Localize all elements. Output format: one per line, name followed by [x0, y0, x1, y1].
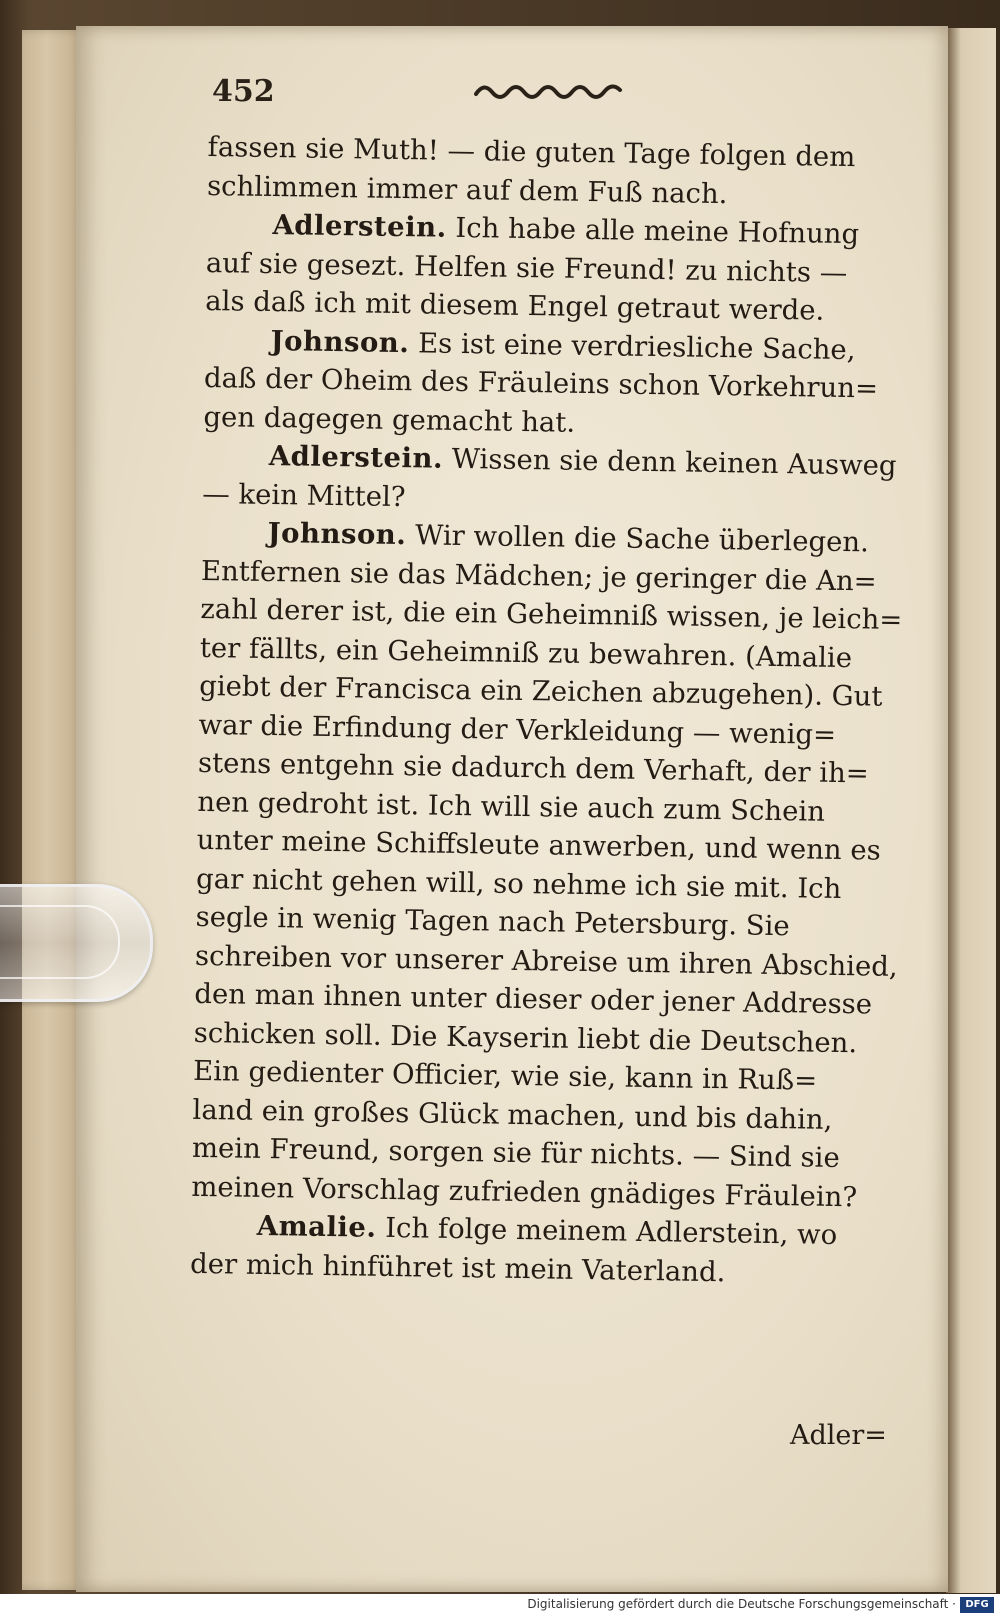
line-text: war die Erfindung der Verkleidung — wenig=	[198, 708, 837, 751]
line-text: ter fällts, ein Geheimniß zu bewahren. (Amalie	[199, 631, 853, 674]
line-text: Ich folge meinem Adlerstein, wo	[376, 1211, 838, 1252]
line-text: mein Freund, sorgen sie für nichts. — Sind sie	[191, 1131, 840, 1175]
speaker-name: Adlerstein.	[272, 209, 447, 244]
ornament-icon	[474, 76, 624, 106]
line-text: auf sie gesezt. Helfen sie Freund! zu nichts —	[205, 246, 848, 289]
line-text: gar nicht gehen will, so nehme ich sie mit. Ich	[195, 862, 842, 905]
footer-credit: Digitalisierung gefördert durch die Deutsche Forschungsgemeinschaft ·	[527, 1597, 956, 1611]
dfg-logo: DFG	[960, 1597, 994, 1613]
line-text: stens entgehn sie dadurch dem Verhaft, der ih=	[197, 746, 870, 790]
line-text: Es ist eine verdriesliche Sache,	[409, 326, 856, 366]
line-text: Ein gedienter Officier, wie sie, kann in Ruß=	[192, 1054, 818, 1097]
speaker-name: Adlerstein.	[268, 439, 444, 475]
line-text: als daß ich mit diesem Engel getraut werde.	[205, 284, 825, 327]
line-text: land ein großes Glück machen, und bis dahin,	[192, 1093, 833, 1136]
line-text: nen gedroht ist. Ich will sie auch zum Schein	[197, 785, 826, 828]
line-text: unter meine Schiffsleute anwerben, und wenn es	[196, 823, 882, 867]
page-clip-inner	[0, 905, 120, 979]
speaker-name: Johnson.	[270, 324, 410, 359]
book-cover-edge	[22, 30, 84, 1590]
facing-page-edge	[946, 28, 996, 1593]
line-text: gen dagegen gemacht hat.	[203, 400, 576, 439]
speaker-name: Amalie.	[256, 1209, 377, 1244]
catchword: Adler=	[790, 1420, 887, 1451]
line-text: giebt der Francisca ein Zeichen abzugehen). Gut	[198, 669, 883, 713]
line-text: schreiben vor unserer Abreise um ihren Abschied,	[194, 939, 898, 983]
line-text: der mich hinführet ist mein Vaterland.	[189, 1247, 726, 1288]
line-text: Entfernen sie das Mädchen; je geringer die An=	[200, 554, 877, 598]
page-clip	[0, 884, 153, 1002]
line-text: Wissen sie denn keinen Ausweg	[442, 442, 897, 482]
body-text	[189, 128, 903, 1294]
line-text: schlimmen immer auf dem Fuß nach.	[206, 169, 728, 210]
digitization-footer	[0, 1594, 1000, 1617]
line-text: den man ihnen unter dieser oder jener Addresse	[194, 977, 873, 1021]
line-text: Ich habe alle meine Hofnung	[446, 211, 860, 251]
line-text: segle in wenig Tagen nach Petersburg. Sie	[195, 900, 790, 943]
line-text: zahl derer ist, die ein Geheimniß wissen, je leich=	[200, 592, 903, 636]
line-text: daß der Oheim des Fräuleins schon Vorkehrun=	[203, 361, 879, 405]
line-text: meinen Vorschlag zufrieden gnädiges Fräulein?	[191, 1170, 858, 1213]
line-text: Wir wollen die Sache überlegen.	[406, 519, 870, 559]
line-text: fassen sie Muth! — die guten Tage folgen dem	[207, 130, 856, 174]
page-header	[212, 74, 632, 118]
line-text: schicken soll. Die Kayserin liebt die Deutschen.	[193, 1016, 858, 1059]
speaker-name: Johnson.	[267, 516, 407, 552]
line-text: — kein Mittel?	[202, 477, 406, 513]
page-number: 452	[212, 74, 275, 109]
